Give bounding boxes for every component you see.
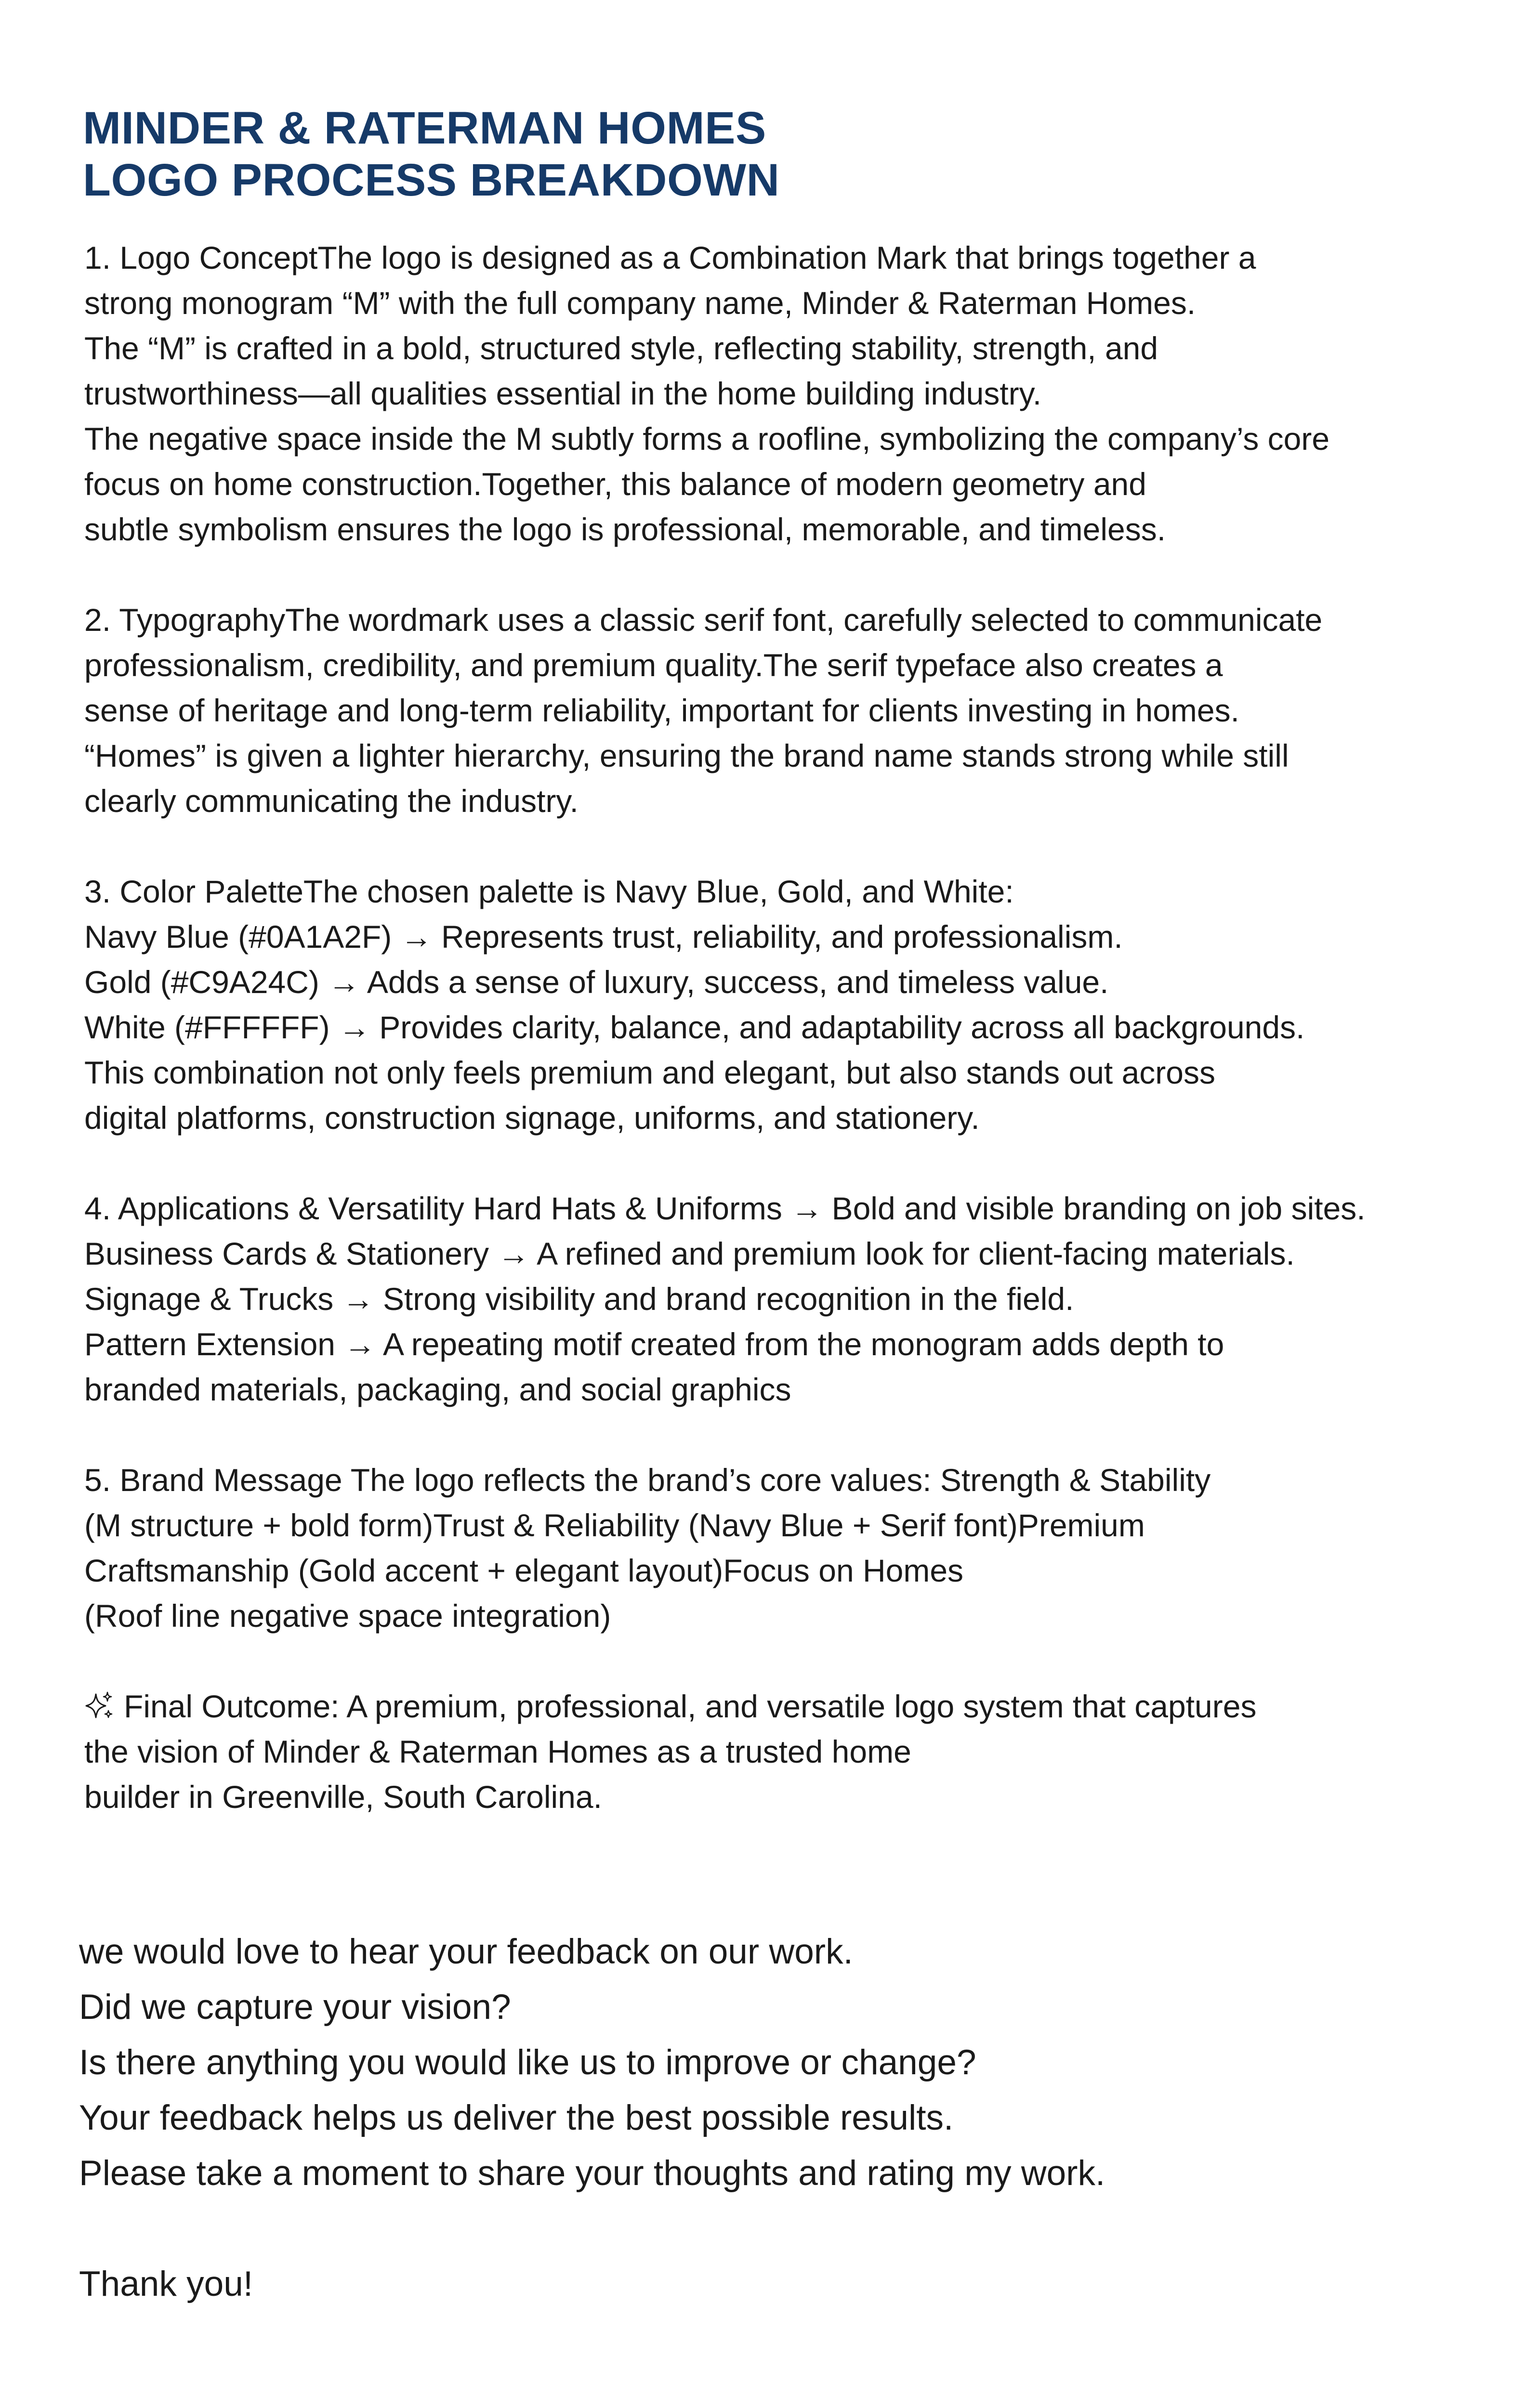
outcome-line: the vision of Minder & Raterman Homes as a trusted home bbox=[84, 1734, 911, 1769]
section-line: 5. Brand Message The logo reflects the brand’s core values: Strength & Stability bbox=[84, 1462, 1211, 1498]
section-line: branded materials, packaging, and social graphics bbox=[84, 1372, 791, 1407]
section-line: White (#FFFFFF) → Provides clarity, balance, and adaptability across all backgrounds. bbox=[84, 1009, 1305, 1045]
feedback-line: Is there anything you would like us to improve or change? bbox=[79, 2043, 976, 2082]
section-line: Business Cards & Stationery → A refined and premium look for client-facing materials. bbox=[84, 1236, 1295, 1271]
section-final-outcome bbox=[84, 1684, 1510, 1819]
feedback-line: Your feedback helps us deliver the best possible results. bbox=[79, 2098, 954, 2137]
section-line: subtle symbolism ensures the logo is professional, memorable, and timeless. bbox=[84, 511, 1166, 547]
section-line: Navy Blue (#0A1A2F) → Represents trust, reliability, and professionalism. bbox=[84, 919, 1123, 955]
section-applications bbox=[84, 1186, 1510, 1412]
section-line: professionalism, credibility, and premium quality.The serif typeface also creates a bbox=[84, 647, 1223, 683]
outcome-line: Final Outcome: A premium, professional, and versatile logo system that captures bbox=[124, 1688, 1257, 1724]
section-line: Gold (#C9A24C) → Adds a sense of luxury, success, and timeless value. bbox=[84, 964, 1109, 1000]
feedback-line: Did we capture your vision? bbox=[79, 1988, 511, 2027]
section-line: digital platforms, construction signage, uniforms, and stationery. bbox=[84, 1100, 980, 1136]
section-line: strong monogram “M” with the full company name, Minder & Raterman Homes. bbox=[84, 285, 1196, 321]
section-line: clearly communicating the industry. bbox=[84, 783, 579, 819]
section-line: This combination not only feels premium and elegant, but also stands out across bbox=[84, 1055, 1215, 1090]
section-color-palette bbox=[84, 869, 1510, 1140]
feedback-line: we would love to hear your feedback on our work. bbox=[79, 1932, 853, 1971]
feedback-line: Please take a moment to share your thoughts and rating my work. bbox=[79, 2154, 1105, 2193]
section-line: 1. Logo ConceptThe logo is designed as a Combination Mark that brings together a bbox=[84, 240, 1256, 275]
section-line: 3. Color PaletteThe chosen palette is Navy Blue, Gold, and White: bbox=[84, 874, 1014, 909]
section-line: (M structure + bold form)Trust & Reliability (Navy Blue + Serif font)Premium bbox=[84, 1507, 1145, 1543]
section-line: Craftsmanship (Gold accent + elegant layout)Focus on Homes bbox=[84, 1553, 964, 1588]
section-brand-message bbox=[84, 1457, 1510, 1638]
feedback-block bbox=[79, 1924, 1105, 2201]
outcome-line: builder in Greenville, South Carolina. bbox=[84, 1779, 602, 1815]
section-line: Signage & Trucks → Strong visibility and brand recognition in the field. bbox=[84, 1281, 1074, 1317]
document-title bbox=[83, 102, 780, 206]
section-line: Pattern Extension → A repeating motif created from the monogram adds depth to bbox=[84, 1326, 1224, 1362]
section-line: (Roof line negative space integration) bbox=[84, 1598, 611, 1634]
title-line-1: MINDER & RATERMAN HOMES bbox=[83, 103, 766, 154]
section-line: 4. Applications & Versatility Hard Hats & Uniforms → Bold and visible branding on job sites. bbox=[84, 1191, 1366, 1226]
thank-you-text: Thank you! bbox=[79, 2264, 253, 2303]
sparkles-icon bbox=[84, 1690, 115, 1721]
outcome-first-line bbox=[84, 1684, 1510, 1729]
section-line: trustworthiness—all qualities essential in the home building industry. bbox=[84, 376, 1042, 411]
section-logo-concept bbox=[84, 235, 1510, 552]
section-line: focus on home construction.Together, this balance of modern geometry and bbox=[84, 466, 1146, 502]
title-line-2: LOGO PROCESS BREAKDOWN bbox=[83, 155, 780, 206]
document-body bbox=[84, 235, 1510, 1865]
section-line: The “M” is crafted in a bold, structured style, reflecting stability, strength, and bbox=[84, 330, 1158, 366]
section-typography bbox=[84, 597, 1510, 824]
section-line: 2. TypographyThe wordmark uses a classic serif font, carefully selected to communicate bbox=[84, 602, 1323, 638]
section-line: sense of heritage and long-term reliability, important for clients investing in homes. bbox=[84, 693, 1239, 728]
section-line: The negative space inside the M subtly forms a roofline, symbolizing the company’s core bbox=[84, 421, 1330, 457]
section-line: “Homes” is given a lighter hierarchy, ensuring the brand name stands strong while still bbox=[84, 738, 1289, 773]
